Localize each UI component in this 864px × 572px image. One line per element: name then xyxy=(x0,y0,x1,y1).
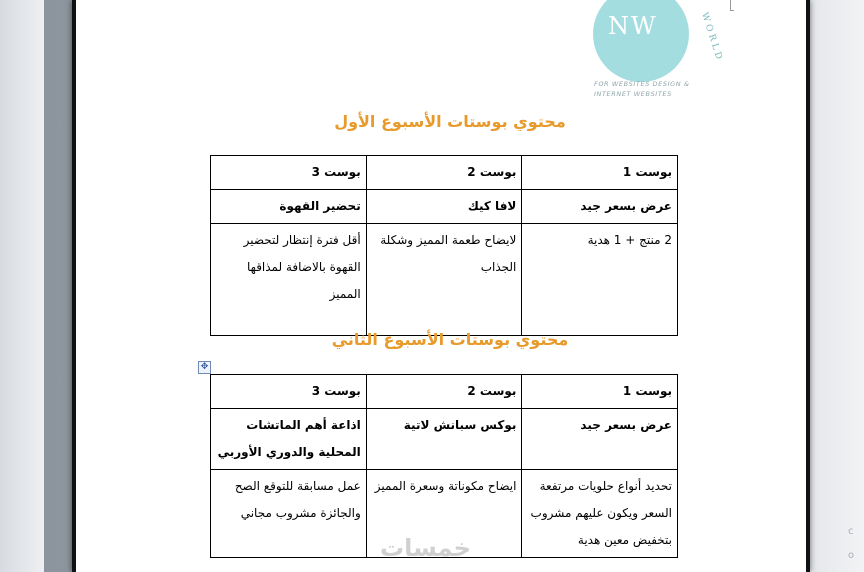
margin-corner-mark xyxy=(730,0,731,10)
week2-header-post1[interactable]: بوست 1 xyxy=(522,375,678,409)
logo-initials: NW xyxy=(608,12,658,40)
table-row xyxy=(211,224,678,336)
week1-title-post3[interactable]: تحضير القهوة xyxy=(211,190,367,224)
week2-title-post1[interactable]: عرض بسعر جيد xyxy=(522,409,678,470)
edge-glyph: o xyxy=(848,550,855,561)
week1-table[interactable] xyxy=(210,155,678,336)
left-gutter xyxy=(0,0,44,572)
week2-title-post3[interactable]: اذاعة أهم الماتشات المحلية والدوري الأوربي xyxy=(211,409,367,470)
week1-body-post3[interactable]: أقل فترة إنتظار لتحضير القهوة بالاضافة لمذاقها المميز xyxy=(211,224,367,336)
table-move-handle[interactable] xyxy=(198,361,211,374)
right-gutter xyxy=(808,0,864,572)
week2-title-post2[interactable]: بوكس سبانش لاتية xyxy=(366,409,522,470)
logo-side-text: WORLD xyxy=(698,11,725,64)
margin-corner-mark xyxy=(730,10,734,11)
watermark: خمسات xyxy=(380,534,471,562)
week2-body-post1[interactable]: تحديد أنواع حلويات مرتفعة السعر ويكون عليهم مشروب بتخفيض معين هدية xyxy=(522,470,678,558)
logo-tagline: FOR WEBSITES DESIGN & INTERNET WEBSITES xyxy=(594,80,690,98)
table-row xyxy=(211,156,678,190)
week2-header-post3[interactable]: بوست 3 xyxy=(211,375,367,409)
week2-header-post2[interactable]: بوست 2 xyxy=(366,375,522,409)
week1-body-post1[interactable]: 2 منتج + 1 هدية xyxy=(522,224,678,336)
week2-table[interactable] xyxy=(210,374,678,558)
week2-body-post3[interactable]: عمل مسابقة للتوقع الصح والجائزة مشروب مجاني xyxy=(211,470,367,558)
week1-header-post1[interactable]: بوست 1 xyxy=(522,156,678,190)
table-row xyxy=(211,190,678,224)
move-arrows-icon: ✥ xyxy=(200,362,209,372)
week1-title-post1[interactable]: عرض بسعر جيد xyxy=(522,190,678,224)
table-row xyxy=(211,375,678,409)
week1-heading: محتوي بوستات الأسبوع الأول xyxy=(334,112,566,131)
week2-body-post2[interactable]: ايضاح مكوناتة وسعرة المميز xyxy=(366,470,522,558)
edge-glyph: c xyxy=(848,526,854,537)
week1-body-post2[interactable]: لايضاح طعمة المميز وشكلة الجذاب xyxy=(366,224,522,336)
week1-header-post3[interactable]: بوست 3 xyxy=(211,156,367,190)
week1-title-post2[interactable]: لافا كيك xyxy=(366,190,522,224)
table-row xyxy=(211,409,678,470)
document-page[interactable] xyxy=(76,0,806,572)
week1-header-post2[interactable]: بوست 2 xyxy=(366,156,522,190)
week2-heading: محتوي بوستات الأسبوع الثاني xyxy=(331,330,569,349)
